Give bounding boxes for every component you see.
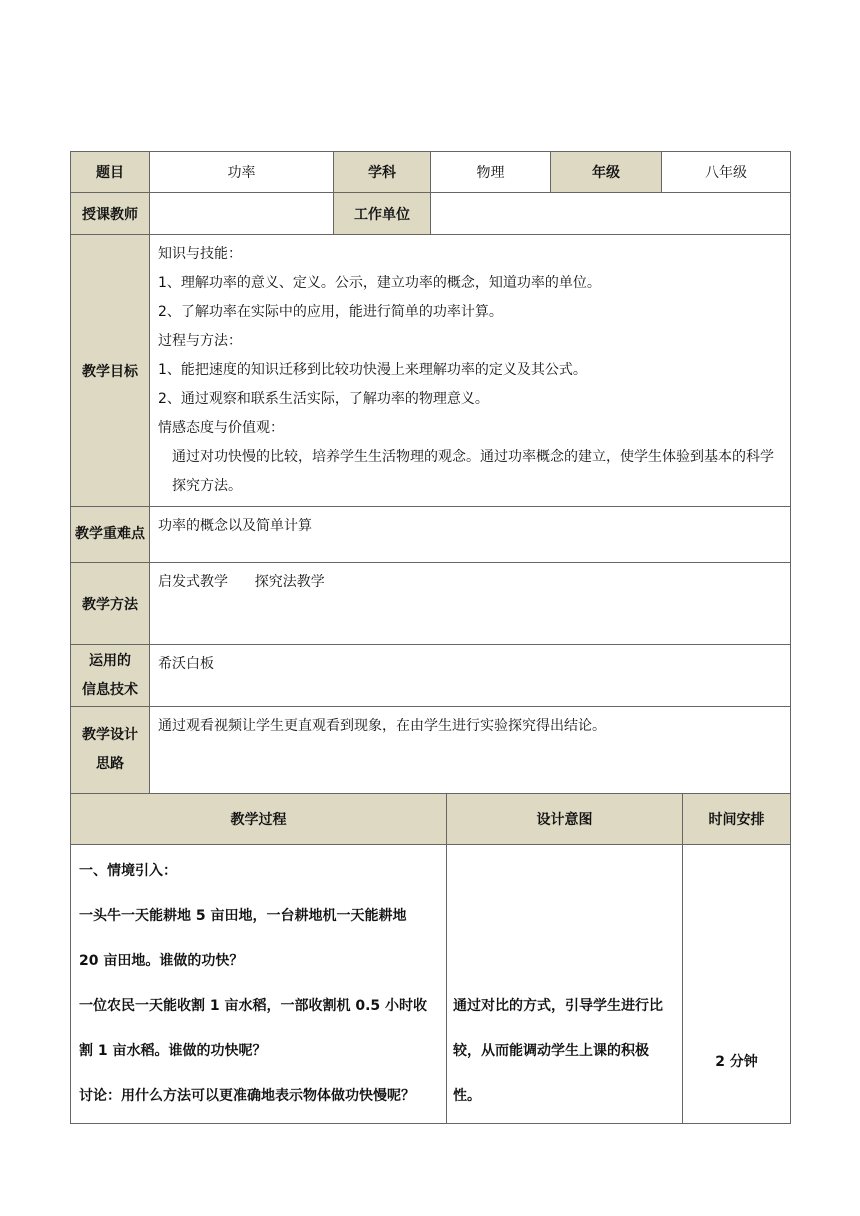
subject-label: 学科: [334, 152, 431, 193]
time-content: 2 分钟: [683, 845, 791, 1124]
intent-line: 较，从而能调动学生上课的积极: [453, 1043, 649, 1059]
time-header: 时间安排: [683, 794, 791, 845]
objective-line: 通过对功快慢的比较，培养学生生活物理的观念。通过功率概念的建立，使学生体验到基本的科学探究方法。: [172, 449, 774, 494]
process-header: 教学过程: [71, 794, 447, 845]
process-line: 一头牛一天能耕地 5 亩田地，一台耕地机一天能耕地: [79, 908, 407, 924]
objectives-content: [150, 235, 791, 507]
intent-content: [447, 845, 683, 1124]
subject-value: 物理: [431, 152, 551, 193]
grade-label: 年级: [551, 152, 662, 193]
grade-value: 八年级: [662, 152, 791, 193]
methods-label: 教学方法: [71, 563, 150, 645]
process-line: 讨论：用什么方法可以更准确地表示物体做功快慢呢？: [79, 1088, 415, 1104]
objectives-label: 教学目标: [71, 235, 150, 507]
design-label-line2: 思路: [96, 756, 124, 772]
process-line: 一位农民一天能收割 1 亩水稻，一部收割机 0.5 小时收: [79, 998, 428, 1014]
design-label-line1: 教学设计: [82, 727, 138, 743]
objective-line: 1、能把速度的知识迁移到比较功快漫上来理解功率的定义及其公式。: [158, 362, 587, 378]
objective-line: 过程与方法：: [158, 333, 242, 349]
tech-label-line2: 信息技术: [82, 681, 138, 698]
unit-label: 工作单位: [334, 193, 431, 235]
info-table: [70, 151, 791, 794]
teacher-label: 授课教师: [71, 193, 150, 235]
design-value: 通过观看视频让学生更直观看到现象，在由学生进行实验探究得出结论。: [150, 707, 791, 794]
topic-value: 功率: [150, 152, 334, 193]
unit-value: [431, 193, 791, 235]
process-line: 割 1 亩水稻。谁做的功快呢？: [79, 1043, 267, 1059]
objective-line: 1、理解功率的意义、定义。公示，建立功率的概念，知道功率的单位。: [158, 275, 601, 291]
lesson-plan: [70, 151, 790, 1124]
process-line: 一、情境引入：: [79, 863, 177, 879]
design-label: [71, 707, 150, 794]
process-table: [70, 793, 791, 1124]
objective-line: 2、通过观察和联系生活实际，了解功率的物理意义。: [158, 391, 489, 407]
objective-line: 知识与技能：: [158, 246, 242, 262]
tech-label-line1: 运用的: [89, 652, 131, 669]
objective-line: 2、了解功率在实际中的应用，能进行简单的功率计算。: [158, 304, 503, 320]
tech-value: 希沃白板: [150, 645, 791, 707]
intent-line: 通过对比的方式，引导学生进行比: [453, 998, 663, 1014]
intent-line: 性。: [453, 1088, 481, 1104]
teacher-value: [150, 193, 334, 235]
key-points-label: 教学重难点: [71, 507, 150, 563]
process-line: 20 亩田地。谁做的功快？: [79, 953, 244, 969]
tech-label: [71, 645, 150, 707]
intent-header: 设计意图: [447, 794, 683, 845]
key-points-value: 功率的概念以及简单计算: [150, 507, 791, 563]
methods-value: 启发式教学 探究法教学: [150, 563, 791, 645]
topic-label: 题目: [71, 152, 150, 193]
objective-line: 情感态度与价值观：: [158, 420, 284, 436]
process-content: [71, 845, 447, 1124]
